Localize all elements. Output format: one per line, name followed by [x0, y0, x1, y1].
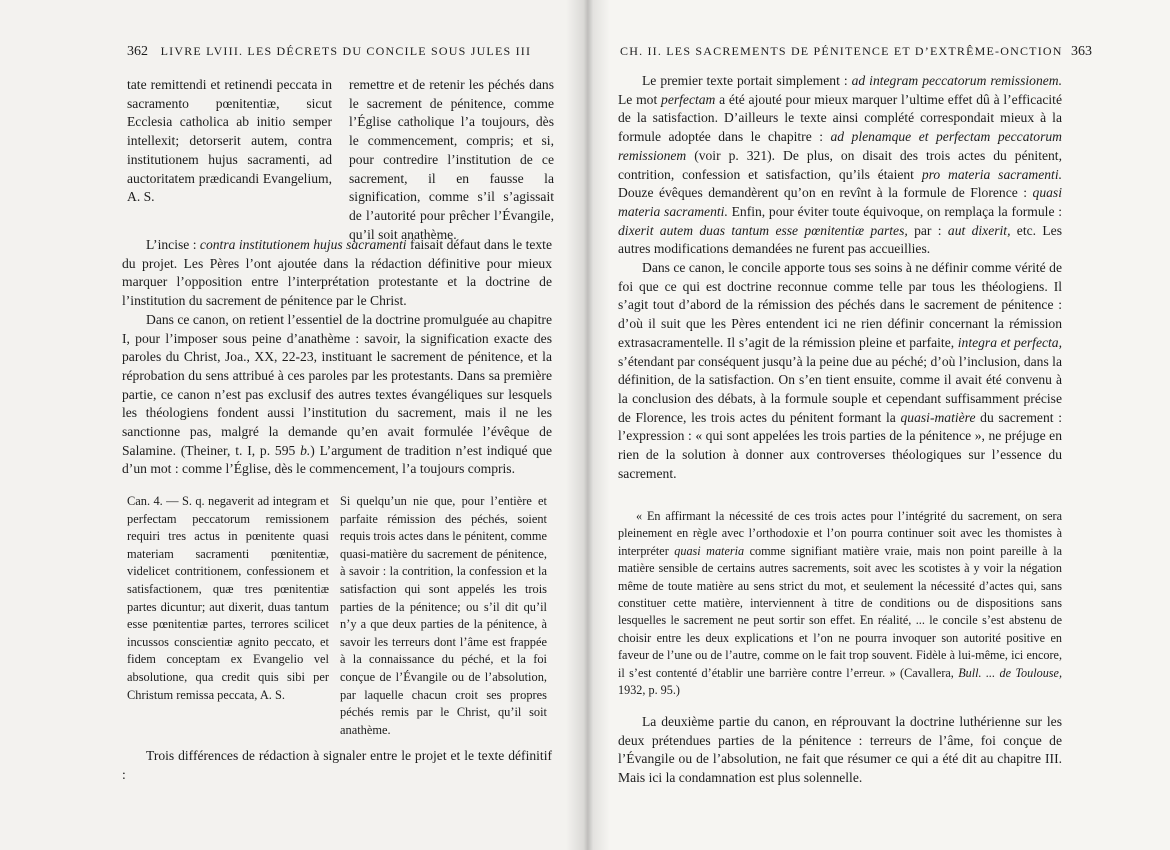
left-closing	[122, 747, 552, 784]
paragraph-canon-analysis: Dans ce canon, on retient l’essentiel de la doctrine promulguée au chapitre I, pour l’imposer sous peine d’anathème : savoir, la signification exacte des paroles du Christ, Joa., XX, 22-23, instituant le sacrement de pénitence, et la réprobation du sens attribué à ces paroles par les protestants. Dans sa première partie, ce canon n’est pas exclusif des autres textes évangéliques sur lesquels les théologiens fondent aussi l’institution du sacrement, mais il ne les sanctionne pas, malgré la demande qu’en avait formulée l’évêque de Salamine. (Theiner, t. I, p. 595 b.) L’argument de tradition n’est indiqué que d’un mot : comme l’Église, dès le commencement, l’a toujours compris.	[122, 311, 552, 477]
right-body	[618, 72, 1062, 483]
cavallera-quote: « En affirmant la nécessité de ces trois actes pour l’intégrité du sacrement, on sera pleinement en règle avec l’orthodoxie et l’on pourra continuer soit avec les thomistes à interpréter quasi materia comme signifiant matière vraie, mais non point pareille à la matière sensible de certains autres sacrements, soit avec les scotistes à y voir la négation même de toute matière au sens strict du mot, et seulement la nécessité d’actes qui, sans constituer cette matière, interviennent à titre de conditions ou de dispositions sans lesquelles le sacrement ne peut sortir son effet. En réalité, ... le concile s’est abstenu de choisir entre les deux explications et l’on ne pourra invoquer son autorité positive en faveur de l’une ou de l’autre, comme on le fait trop souvent. Fidèle à lui-même, ici encore, il s’est contenté d’établir une barrière contre l’erreur. » (Cavallera, Bull. ... de Toulouse, 1932, p. 95.)	[618, 509, 1063, 698]
right-page-number: 363	[1071, 44, 1093, 59]
left-page-number: 362	[127, 44, 148, 59]
paragraph-incise: L’incise : contra institutionem hujus sacramenti faisait défaut dans le texte du projet. Les Pères l’ont ajoutée dans la rédaction définitive pour mieux marquer l’opposition entre l’interprétation protestante et la doctrine de l’institution du sacrement de pénitence par le Christ.	[122, 237, 552, 309]
right-closing	[618, 713, 1062, 788]
right-page	[588, 0, 1170, 850]
right-running-head	[620, 44, 1092, 60]
canon3-latin: tate remittendi et retinendi peccata in sacramento pœnitentiæ, sicut Ecclesia catholica ab initio semper intellexit; detorserit autem, contra institutionem hujus sacramenti, ad auctoritatem prædicandi Evangelium, A. S.	[127, 77, 332, 205]
left-body	[122, 236, 552, 479]
left-running-head	[127, 44, 531, 60]
left-running-title: LIVRE LVIII. LES DÉCRETS DU CONCILE SOUS JULES III	[160, 44, 532, 58]
paragraph-council-care: Dans ce canon, le concile apporte tous ses soins à ne définir comme vérité de foi que ce qui est doctrine reconnue comme telle par tous les théologiens. Il s’agit tout d’abord de la rémission des péchés dans le sacrement de pénitence : d’où il suit que les Pères entendent ici ne rien définir concernant la rémission extrasacramentelle. Il s’agit de la rémission pleine et parfaite, integra et perfecta, s’étendant par conséquent jusqu’à la peine due au péché; d’où l’inclusion, dans la définition, de la satisfaction. On s’en tient ensuite, comme il avait été convenu à la conclusion des débats, à la formule souple et cependant suffisamment précise de Florence, les trois actes du pénitent formant la quasi-matière du sacrement : l’expression : « qui sont appelées les trois parties de la pénitence », ne préjuge en rien de la solution à donner aux controverses théologiques sur l’essence du sacrement.	[618, 260, 1062, 481]
paragraph-differences: Trois différences de rédaction à signaler entre le projet et le texte définitif :	[122, 748, 552, 782]
canon4-french: Si quelqu’un nie que, pour l’entière et parfaite rémission des péchés, soient requis trois actes dans le pénitent, comme quasi-matière du sacrement de pénitence, à savoir : la contrition, la confession et la satisfaction qui sont appelés les trois parties de la pénitence; ou s’il dit qu’il n’y a que deux parties de la pénitence, à savoir les terreurs dont l’âme est frappée à la connaissance du péché, et la foi conçue de l’Évangile ou de l’absolution, par laquelle chacun croit ses propres péchés remis par le Christ, qu’il soit anathème.	[340, 494, 547, 737]
canon4-latin: Can. 4. — S. q. negaverit ad integram et perfectam peccatorum remissionem requiri tres actus in pœnitente quasi materiam sacramenti pœnitentiæ, videlicet contritionem, confessionem et satisfactionem, quæ tres pœnitentiæ partes dicuntur; aut dixerit, duas tantum esse pœnitentiæ partes, terrores scilicet incussos conscientiæ agnito peccato, et fidem conceptam ex Evangelio vel absolutione, qua credit quis sibi per Christum remissa peccata, A. S.	[127, 494, 329, 702]
paragraph-second-part: La deuxième partie du canon, en réprouvant la doctrine luthérienne sur les deux prétendues parties de la pénitence : terreurs de l’âme, foi conçue de l’Évangile ou de l’absolution, ne fait que résumer ce qui a été dit au chapitre III. Mais ici la condamnation est plus solennelle.	[618, 714, 1062, 786]
right-running-title: CH. II. LES SACREMENTS DE PÉNITENCE ET D’EXTRÊME-ONCTION	[620, 44, 1063, 58]
canon3-french: remettre et de retenir les péchés dans le sacrement de pénitence, comme l’Église catholique l’a toujours, dès le commencement, compris; et si, pour contredire l’institution de ce sacrement, il en fausse la signification, comme s’il s’agissait de l’autorité pour prêcher l’Évangile, qu’il soit anathème.	[349, 77, 554, 242]
paragraph-first-text: Le premier texte portait simplement : ad integram peccatorum remissionem. Le mot perfectam a été ajouté pour mieux marquer l’ultime effet dû à l’efficacité de la satisfaction. D’ailleurs le texte ainsi complété correspondait mieux à la formule adoptée dans le chapitre : ad plenamque et perfectam peccatorum remissionem (voir p. 321). De plus, on disait des trois actes du pénitent, contrition, confession et satisfaction, qu’ils étaient pro materia sacramenti. Douze évêques demandèrent qu’on en revînt à la formule de Florence : quasi materia sacramenti. Enfin, pour éviter toute équivoque, on remplaça la formule : dixerit autem duas tantum esse pœnitentiæ partes, par : aut dixerit, etc. Les autres modifications demandées ne furent pas accueillies.	[618, 73, 1062, 257]
